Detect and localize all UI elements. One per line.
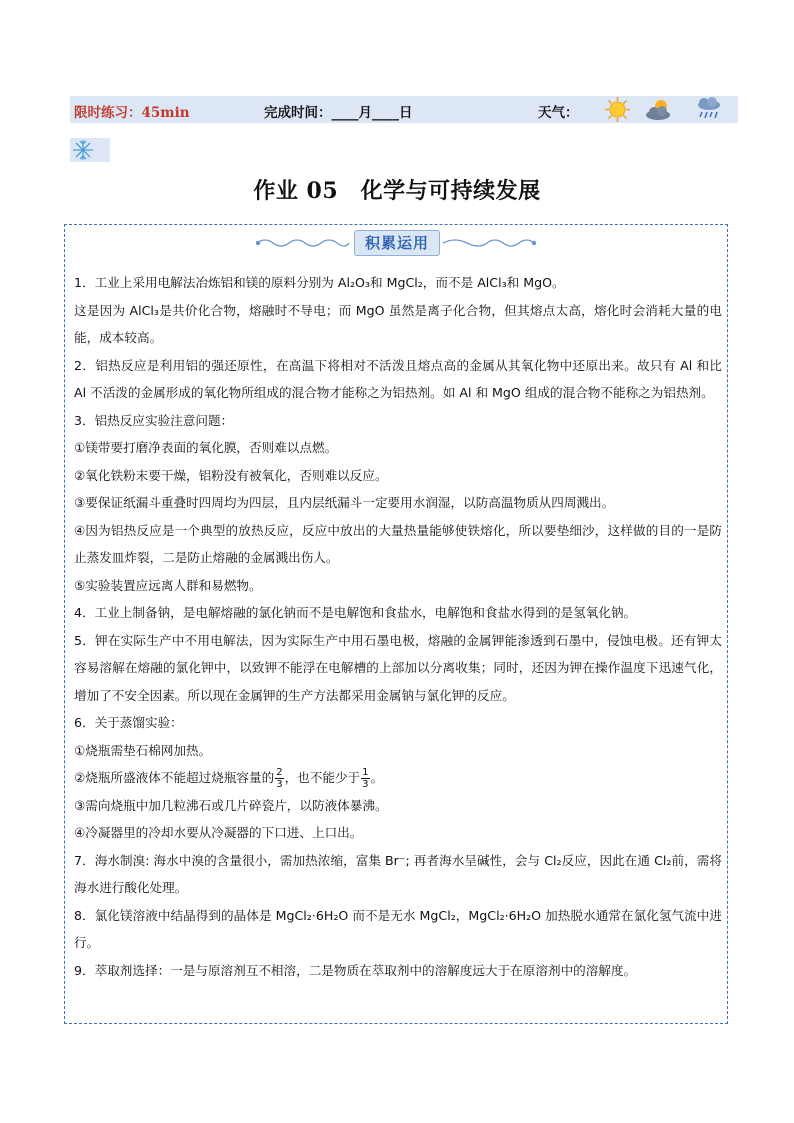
fraction-numerator: 2 [276,767,283,778]
item-9: 9．萃取剂选择：一是与原溶剂互不相溶，二是物质在萃取剂中的溶解度远大于在原溶剂中的溶解度。 [74,962,637,978]
fraction-denominator: 3 [276,779,283,790]
item-3-1: ①镁带要打磨净表面的氧化膜，否则难以点燃。 [74,440,338,455]
fraction-one-third [361,767,369,790]
time-limit: 限时练习：45min [74,105,190,121]
item-3: 3．铝热反应实验注意问题： [74,412,234,428]
item-6-2-end: 。 [370,770,384,785]
weather-label: 天气： [538,105,579,121]
snow-tile [70,138,110,162]
fraction-two-thirds [275,767,283,790]
item-1: 1．工业上采用电解法冶炼铝和镁的原料分别为 Al₂O₃和 MgCl₂，而不是 AlCl₃和 MgO。 [74,275,565,290]
fraction-denominator: 3 [362,779,369,790]
item-6-2-text-a: ②烧瓶所盛液体不能超过烧瓶容量的 [74,770,275,785]
section-badge: 积累运用 [354,230,440,256]
header-bar [70,96,738,123]
item-3-2: ②氧化铁粉末要干燥，铝粉没有被氧化，否则难以反应。 [74,467,388,483]
item-3-4: ④因为铝热反应是一个典型的放热反应，反应中放出的大量热量能够使铁熔化，所以要垫细沙，这样做的目的一是防止蒸发皿炸裂，二是防止熔融的金属溅出伤人。 [74,522,722,565]
item-6-3: ③需向烧瓶中加几粒沸石或几片碎瓷片，以防液体暴沸。 [74,797,388,813]
section-header [0,230,794,256]
fraction-numerator: 1 [362,767,369,778]
page-title: 作业 05 化学与可持续发展 [253,178,541,204]
content-body [74,269,722,984]
item-6-2 [74,764,722,792]
item-4: 4．工业上制备钠，是电解熔融的氯化钠而不是电解饱和食盐水，电解饱和食盐水得到的是氢氧化钠。 [74,605,637,620]
item-6-2-text-b: ，也不能少于 [284,770,361,785]
item-3-5: ⑤实验装置应远离人群和易燃物。 [74,577,262,593]
left-wave-ornament [255,234,350,252]
item-7: 7．海水制溴: 海水中溴的含量很小，需加热浓缩，富集 Br⁻; 再者海水呈碱性，会与 Cl₂反应，因此在通 Cl₂前，需将海水进行酸化处理。 [74,852,722,895]
item-2: 2．铝热反应是利用铝的强还原性，在高温下将相对不活泼且熔点高的金属从其氧化物中还原出来。故只有 Al 和比 Al 不活泼的金属形成的氧化物所组成的混合物才能称之为铝热剂。如 Al 和 MgO 组成的混合物不能称之为铝热剂。 [74,357,722,400]
rain-icon [694,96,724,123]
completion-time: 完成时间：____月____日 [264,105,413,121]
sun-icon [604,96,631,123]
right-wave-ornament [442,234,537,252]
item-3-3: ③要保证纸漏斗重叠时四周均为四层，且内层纸漏斗一定要用水润湿，以防高温物质从四周溅出。 [74,495,615,510]
item-6-1: ①烧瓶需垫石棉网加热。 [74,742,212,758]
item-6-4: ④冷凝器里的冷却水要从冷凝器的下口进、上口出。 [74,825,363,840]
snow-icon [72,139,94,161]
item-1-explanation: 这是因为 AlCl₃是共价化合物，熔融时不导电；而 MgO 虽然是离子化合物，但其熔点太高，熔化时会消耗大量的电能，成本较高。 [74,302,722,345]
partly-cloudy-icon [644,96,676,123]
item-5: 5．钾在实际生产中不用电解法，因为实际生产中用石墨电极，熔融的金属钾能渗透到石墨中，侵蚀电极。还有钾太容易溶解在熔融的氯化钾中，以致钾不能浮在电解槽的上部加以分离收集；同时，还因为钾在操作温度下迅速气化，增加了不安全因素。所以现在金属钾的生产方法都采用金属钠与氯化钾的反应。 [74,632,722,703]
item-8: 8．氯化镁溶液中结晶得到的晶体是 MgCl₂·6H₂O 而不是无水 MgCl₂，MgCl₂·6H₂O 加热脱水通常在氯化氢气流中进行。 [74,907,722,950]
item-6: 6．关于蒸馏实验： [74,715,183,730]
